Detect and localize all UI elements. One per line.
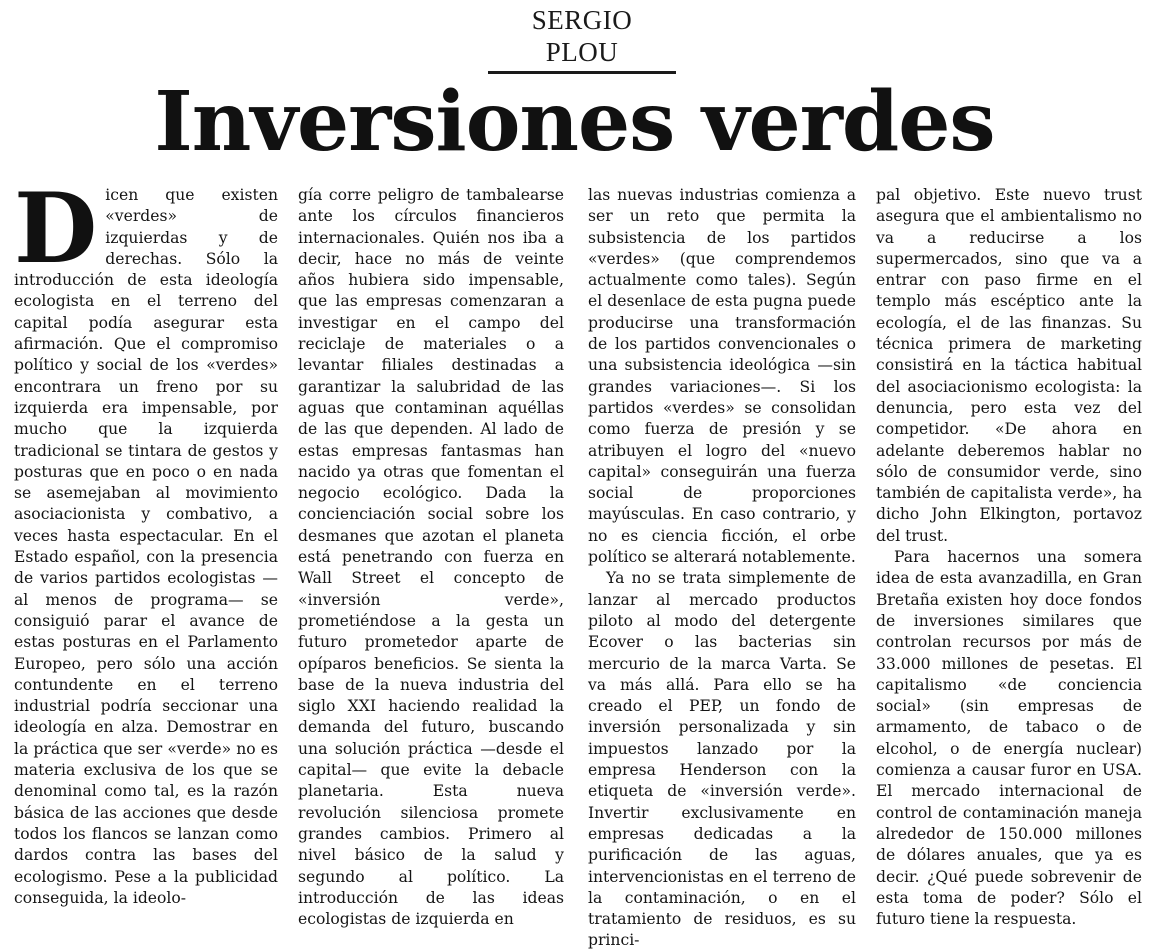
article-headline: Inversiones verdes [154,74,995,170]
author-byline: SERGIO PLOU [488,4,676,74]
article-column-4 [876,185,1142,929]
article-paragraph: Ya no se trata simplemente de lanzar al mercado productos piloto al modo del detergente Ecover o las bacterias sin mercurio de la marca Varta. Se va más allá. Para ello se ha creado el PEP, un fondo de inversión personalizada y sin impuestos lanzado por la empresa Henderson con la etiqueta de «inversión verde». Invertir exclusivamente en empresas dedicadas a la purificación de las aguas, intervencionistas en el terreno de la contaminación, o en el tratamiento de residuos, es su princi- [588,569,856,950]
article-paragraph: gía corre peligro de tambalearse ante los círculos financieros internacionales. Quién nos iba a decir, hace no más de veinte años hubiera sido impensable, que las empresas comenzaran a investigar en el campo del reciclaje de materiales o a levantar filiales destinadas a garantizar la salubridad de las aguas que contaminan aquéllas de las que dependen. Al lado de estas empresas fantasmas han nacido ya otras que fomentan el negocio ecológico. Dada la concienciación social sobre los desmanes que azotan el planeta está penetrando con fuerza en Wall Street el concepto de «inversión verde», prometiéndose a la gesta un futuro prometedor aparte de opíparos beneficios. Se sienta la base de la nueva industria del siglo XXI haciendo realidad la demanda del futuro, buscando una solución práctica —desde el capital— que evite la debacle planetaria. Esta nueva revolución silenciosa promete grandes cambios. Primero al nivel básico de la salud y segundo al político. La introducción de las ideas ecologistas de izquierda en [298,186,564,929]
article-column-2 [298,185,564,929]
article-paragraph: las nuevas industrias comienza a ser un reto que permita la subsistencia de los partidos «verdes» (que comprendemos actualmente como tales). Según el desenlace de esta pugna puede producirse una transformación de los partidos convencionales o una subsistencia ideológica —sin grandes variaciones—. Si los partidos «verdes» se consolidan como fuerza de presión y se atribuyen el logro del «nuevo capital» conseguirán una fuerza social de proporciones mayúsculas. En caso contrario, y no es ciencia ficción, el orbe político se alterará notablemente. [588,186,856,567]
article-column-3 [588,185,856,950]
author-byline-wrap [488,4,676,74]
article-paragraph: icen que existen «verdes» de izquierdas y de derechas. Sólo la introducción de esta ideología ecologista en el terreno del capital podía asegurar esta afirmación. Que el compromiso político y social de los «verdes» encontrara un freno por su izquierda era impensable, por mucho que la izquierda tradicional se tintara de gestos y posturas que en poco o en nada se asemejaban al movimiento asociacionista y combativo, a veces hasta espectacular. En el Estado español, con la presencia de varios partidos ecologistas —al menos de programa— se consiguió parar el avance de estas posturas en el Parlamento Europeo, pero sólo una acción contundente en el terreno industrial podría seccionar una ideología en alza. Demostrar en la práctica que ser «verde» no es materia exclusiva de los que se denominal como tal, es la razón básica de las acciones que desde todos los flancos se lanzan como dardos contra las bases del ecologismo. Pese a la publicidad conseguida, la ideolo- [14,186,278,907]
drop-cap: D [14,172,98,285]
article-column-1 [14,172,278,907]
article-paragraph: Para hacernos una somera idea de esta avanzadilla, en Gran Bretaña existen hoy doce fondos de inversiones similares que controlan recursos por más de 33.000 millones de pesetas. El capitalismo «de conciencia social» (sin empresas de armamento, de tabaco o de elcohol, o de energía nuclear) comienza a causar furor en USA. El mercado internacional de control de contaminación maneja alrededor de 150.000 millones de dólares anuales, que ya es decir. ¿Qué puede sobrevenir de esta toma de poder? Sólo el futuro tiene la respuesta. [876,548,1142,929]
article-paragraph: pal objetivo. Este nuevo trust asegura que el ambientalismo no va a reducirse a los supermercados, sino que va a entrar con paso firme en el templo más escéptico ante la ecología, el de las finanzas. Su técnica primera de marketing consistirá en la táctica habitual del asociacionismo ecologista: la denuncia, pero esta vez del competidor. «De ahora en adelante deberemos hablar no sólo de consumidor verde, sino también de capitalista verde», ha dicho John Elkington, portavoz del trust. [876,186,1142,545]
